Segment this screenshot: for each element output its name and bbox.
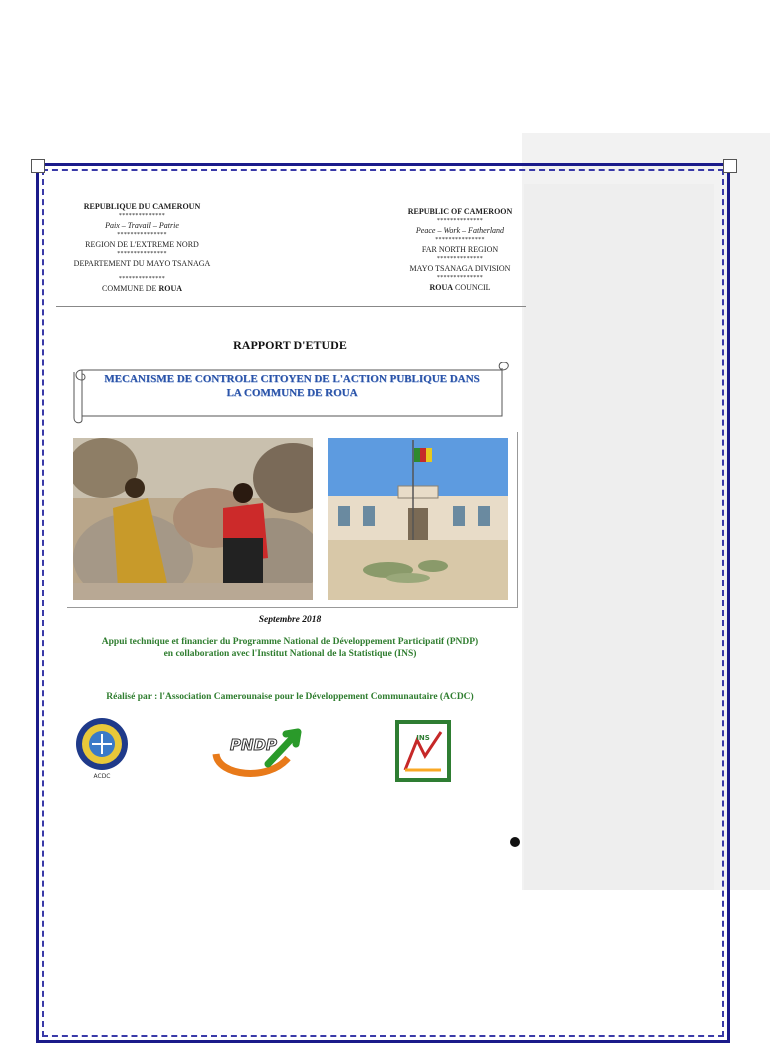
region-en: FAR NORTH REGION [421,245,499,254]
commune-fr: COMMUNE DE ROUA [101,284,182,293]
motto-en: Peace – Work – Fatherland [415,226,505,235]
separator: ************** [118,212,166,219]
separator: ************** [118,275,166,282]
acdc-logo-label: ACDC [93,773,111,780]
bullet-point [510,837,520,847]
support-statement: Appui technique et financier du Programme National de Développement Participatif (PNDP) en collaboration avec l'Institut National de la Statistique (INS) [101,637,479,659]
realised-by: Réalisé par : l'Association Camerounaise pour le Développement Communautaire (ACDC) [106,692,474,702]
council-en: ROUA COUNCIL [429,283,491,292]
header-divider [56,306,526,307]
header-left [62,202,222,294]
country-en: REPUBLIC OF CAMEROON [407,207,513,216]
report-title: RAPPORT D'ETUDE [233,338,347,352]
department-fr: DEPARTEMENT DU MAYO TSANAGA [73,259,211,268]
separator: *************** [117,231,167,238]
separator: ************** [436,274,484,281]
separator: ************** [436,217,484,224]
separator: *************** [117,250,167,257]
report-subtitle: MECANISME DE CONTROLE CITOYEN DE L'ACTION PUBLIQUE DANS LA COMMUNE DE ROUA [104,373,480,399]
photo-council-building [328,438,508,600]
country-fr: REPUBLIQUE DU CAMEROUN [83,202,201,211]
ins-logo-label: INS [416,734,430,742]
separator: ************** [436,255,484,262]
ins-logo [395,720,451,782]
separator: *************** [435,236,485,243]
photo-women-interview [73,438,313,600]
division-en: MAYO TSANAGA DIVISION [409,264,511,273]
header-right [400,207,520,293]
report-date: Septembre 2018 [258,615,322,625]
region-fr: REGION DE L'EXTREME NORD [85,240,199,249]
pndp-logo-label: PNDP [230,736,277,754]
corner-mark [723,159,737,173]
pndp-logo [208,724,308,782]
acdc-logo [74,714,130,782]
motto-fr: Paix – Travail – Patrie [105,221,179,230]
corner-mark [31,159,45,173]
